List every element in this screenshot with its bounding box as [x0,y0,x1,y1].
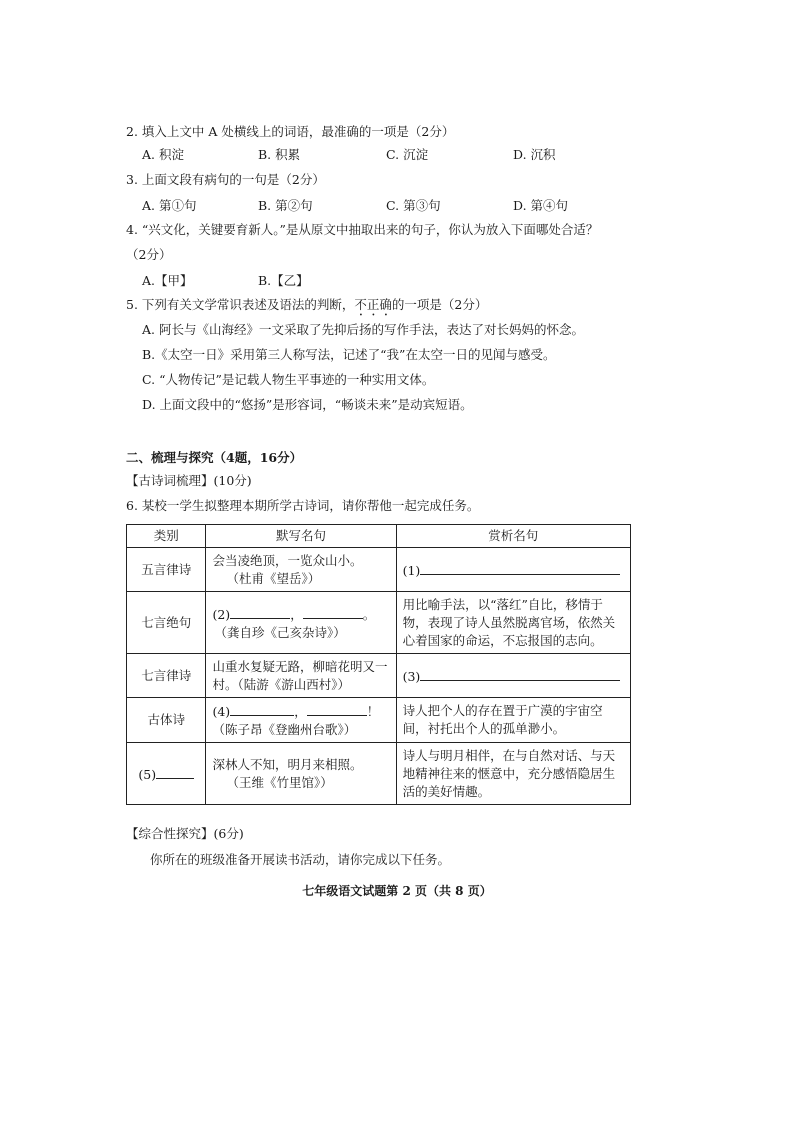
row1-quote-line1: 会当凌绝顶，一览众山小。 [212,552,363,568]
row4-category: 古体诗 [127,698,206,743]
table-row [127,743,631,805]
table-row [127,698,631,743]
row4-answer-blank-1[interactable] [230,701,294,716]
row5-category-label: (5) [138,766,157,782]
row1-category: 五言律诗 [127,548,206,592]
row4-analysis: 诗人把个人的存在置于广漠的宇宙空间，衬托出个人的孤单渺小。 [396,698,630,743]
q3-option-d: D. 第④句 [513,198,569,213]
row2-answer-blank-1[interactable] [230,604,290,619]
q5-option-a: A. 阿长与《山海经》一文采取了先抑后扬的写作手法，表达了对长妈妈的怀念。 [142,322,584,337]
question-6-stem: 6. 某校一学生拟整理本期所学古诗词，请你帮他一起完成任务。 [126,498,480,513]
q2-option-a: A. 积淀 [142,147,184,162]
section-2-subtitle: 【古诗词梳理】(10分) [126,473,252,488]
q5-option-c: C. “人物传记”是记载人物生平事迹的一种实用文体。 [142,372,435,387]
q3-option-b: B. 第②句 [258,198,313,213]
row2-quote [206,592,396,654]
row3-answer-blank[interactable] [420,666,620,681]
section-2-title: 二、梳理与探究（4题，16分） [126,450,303,465]
question-3-stem: 3. 上面文段有病句的一句是（2分） [126,172,325,187]
row2-category: 七言绝句 [127,592,206,654]
q5-option-d: D. 上面文段中的“悠扬”是形容词，“畅谈未来”是动宾短语。 [142,397,473,412]
table-row [127,548,631,592]
row4-quote-line1 [212,701,389,721]
row2-answer-blank-2[interactable] [303,604,363,619]
question-4-stem: 4. “兴文化，关键要育新人。”是从原文中抽取出来的句子，你认为放入下面哪处合适？ [126,222,599,237]
row5-category [127,743,206,805]
row3-quote: 山重水复疑无路，柳暗花明又一村。（陆游《游山西村》） [206,654,396,698]
row1-quote [206,548,396,592]
row1-analysis-label: (1) [402,562,421,578]
row1-answer-blank[interactable] [420,560,620,575]
row5-analysis: 诗人与明月相伴，在与自然对话、与天地精神往来的惬意中，充分感悟隐居生活的美好情趣。 [396,743,630,805]
poetry-table [126,524,631,805]
row5-quote-line1: 深林人不知，明月来相照。 [212,756,363,772]
table-row [127,592,631,654]
q4-option-a: A.【甲】 [142,273,193,288]
q5-option-b: B.《太空一日》采用第三人称写法，记述了“我”在太空一日的见闻与感受。 [142,347,556,362]
question-2-stem: 2. 填入上文中 A 处横线上的词语，最准确的一项是（2分） [126,124,455,139]
q5-stem-emphasis: 不正确 [354,297,392,312]
row2-analysis: 用比喻手法，以“落红”自比，移情于物，表现了诗人虽然脱离官场，依然关心着国家的命运，不忘报国的志向。 [396,592,630,654]
header-quote: 默写名句 [206,525,396,548]
row4-quote-source: （陈子昂《登幽州台歌》） [212,722,357,737]
q3-option-a: A. 第①句 [142,198,197,213]
q2-option-b: B. 积累 [258,147,301,162]
q2-option-c: C. 沉淀 [386,147,429,162]
q5-stem-pre: 5. 下列有关文学常识表述及语法的判断， [126,297,355,312]
row2-quote-label: (2) [212,606,231,622]
question-4-stem-cont: （2分） [126,247,172,262]
row4-quote-sep: ， [294,704,307,719]
row1-quote-source: （杜甫《望岳》） [226,570,321,586]
table-row [127,654,631,698]
row5-quote [206,743,396,805]
row3-analysis-label: (3) [402,668,421,684]
q4-option-b: B.【乙】 [258,273,309,288]
row5-answer-blank[interactable] [156,764,194,779]
row2-quote-source: （龚自珍《己亥杂诗》） [214,624,346,640]
row2-quote-end: 。 [362,606,376,622]
section-3-intro: 你所在的班级准备开展读书活动，请你完成以下任务。 [150,852,451,867]
question-5-stem [126,297,487,319]
q3-option-c: C. 第③句 [386,198,441,213]
row2-quote-sep: ， [290,606,303,622]
row4-quote [206,698,396,743]
row3-analysis [396,654,630,698]
q2-option-d: D. 沉积 [513,147,556,162]
row4-quote-end: ！ [366,704,380,719]
page-footer: 七年级语文试题第 2 页（共 8 页） [302,884,492,898]
row4-quote-label: (4) [212,704,231,719]
table-header-row [127,525,631,548]
q5-stem-post: 的一项是（2分） [391,297,488,312]
header-category: 类别 [127,525,206,548]
row4-answer-blank-2[interactable] [307,701,367,716]
row2-quote-line1 [212,604,389,624]
row5-quote-source: （王维《竹里馆》） [226,774,333,790]
row3-category: 七言律诗 [127,654,206,698]
row1-analysis [396,548,630,592]
section-3-title: 【综合性探究】(6分) [126,826,244,841]
header-analysis: 赏析名句 [396,525,630,548]
